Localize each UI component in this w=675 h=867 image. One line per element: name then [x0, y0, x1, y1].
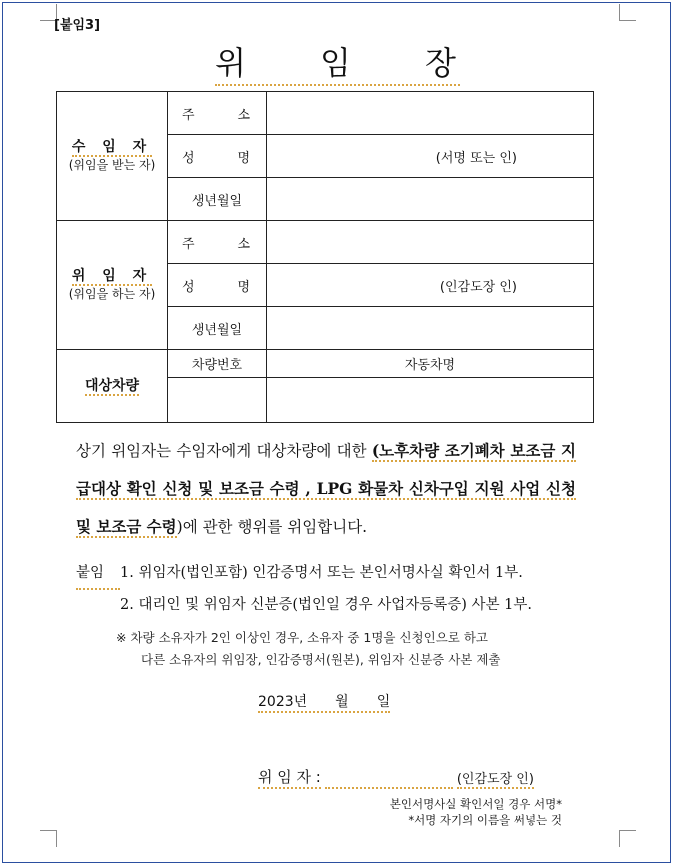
delegatee-sign-note: (서명 또는 인) [435, 150, 517, 166]
delegator-address-field[interactable] [267, 221, 594, 264]
crop-mark-bottom-left [40, 830, 57, 847]
delegatee-name-field[interactable] [267, 135, 594, 178]
footer-note-1: 본인서명사실 확인서일 경우 서명* [389, 797, 562, 811]
date-month: 월 [335, 694, 349, 710]
vehicle-plate-header: 차량번호 [168, 350, 267, 378]
date-day: 일 [376, 694, 391, 710]
crop-mark-bottom-right [619, 830, 636, 847]
title-char-2: 임 [320, 44, 355, 82]
signature-field[interactable] [325, 773, 453, 789]
title-char-1: 위 [215, 44, 251, 82]
date-year: 2023년 [258, 694, 308, 710]
delegator-birth-field[interactable] [267, 307, 594, 350]
vehicle-model-header: 자동차명 [267, 350, 594, 378]
delegatee-title: 수 임 자 [71, 139, 153, 156]
delegatee-name-label: 성 명 [168, 135, 267, 178]
delegator-group [57, 221, 168, 350]
delegatee-subtitle: (위임을 받는 자) [68, 158, 156, 173]
signature-seal-note: (인감도장 인) [457, 768, 534, 789]
notice-line-2: 다른 소유자의 위임장, 인감증명서(원본), 위임자 신분증 사본 제출 [141, 652, 501, 667]
delegatee-birth-field[interactable] [267, 178, 594, 221]
delegator-subtitle: (위임을 하는 자) [68, 287, 156, 302]
title-char-3: 장 [424, 44, 460, 82]
document-title [0, 38, 675, 86]
delegatee-group [57, 92, 168, 221]
attachment-item-1: 1. 위임자(법인포함) 인감증명서 또는 본인서명사실 확인서 1부. [120, 565, 523, 581]
attachment-item-2: 2. 대리인 및 위임자 신분증(법인일 경우 사업자등록증) 사본 1부. [120, 597, 533, 613]
delegation-form-table [56, 91, 594, 423]
footer-note-2: *서명 자기의 이름을 써넣는 것 [408, 813, 562, 827]
signature-line [258, 766, 534, 789]
attachment-tag: [붙임3] [54, 18, 101, 33]
delegatee-address-label: 주 소 [168, 92, 267, 135]
vehicle-model-field[interactable] [267, 378, 594, 423]
vehicle-group [57, 350, 168, 423]
delegator-seal-note: (인감도장 인) [439, 279, 517, 295]
delegator-name-label: 성 명 [168, 264, 267, 307]
vehicle-label: 대상차량 [84, 377, 140, 394]
attachments-list [76, 558, 532, 620]
delegation-statement: 상기 위임자는 수임자에게 대상차량에 대한 (노후차량 조기폐차 보조금 지급대상 확인 신청 및 보조금 수령 , LPG 화물차 신차구입 지원 사업 신청 및 보조금 수령)에 관한 행위를 위임합니다. [76, 441, 577, 536]
notice-line-1: ※ 차량 소유자가 2인 이상인 경우, 소유자 중 1명을 신청인으로 하고 [116, 630, 488, 645]
date-line [258, 691, 390, 713]
delegator-title: 위 임 자 [71, 268, 153, 285]
delegatee-address-field[interactable] [267, 92, 594, 135]
delegated-tasks: (노후차량 조기폐차 보조금 지급대상 확인 신청 및 보조금 수령 , LPG 화물차 신차구입 지원 사업 신청 및 보조금 수령 [76, 441, 577, 536]
notice [116, 627, 500, 671]
delegator-birth-label: 생년월일 [168, 307, 267, 350]
attachments-lead: 붙임 [76, 558, 120, 590]
delegatee-birth-label: 생년월일 [168, 178, 267, 221]
crop-mark-top-right [619, 4, 636, 21]
vehicle-plate-field[interactable] [168, 378, 267, 423]
delegator-name-field[interactable] [267, 264, 594, 307]
signature-label: 위 임 자 : [258, 766, 321, 789]
delegator-address-label: 주 소 [168, 221, 267, 264]
